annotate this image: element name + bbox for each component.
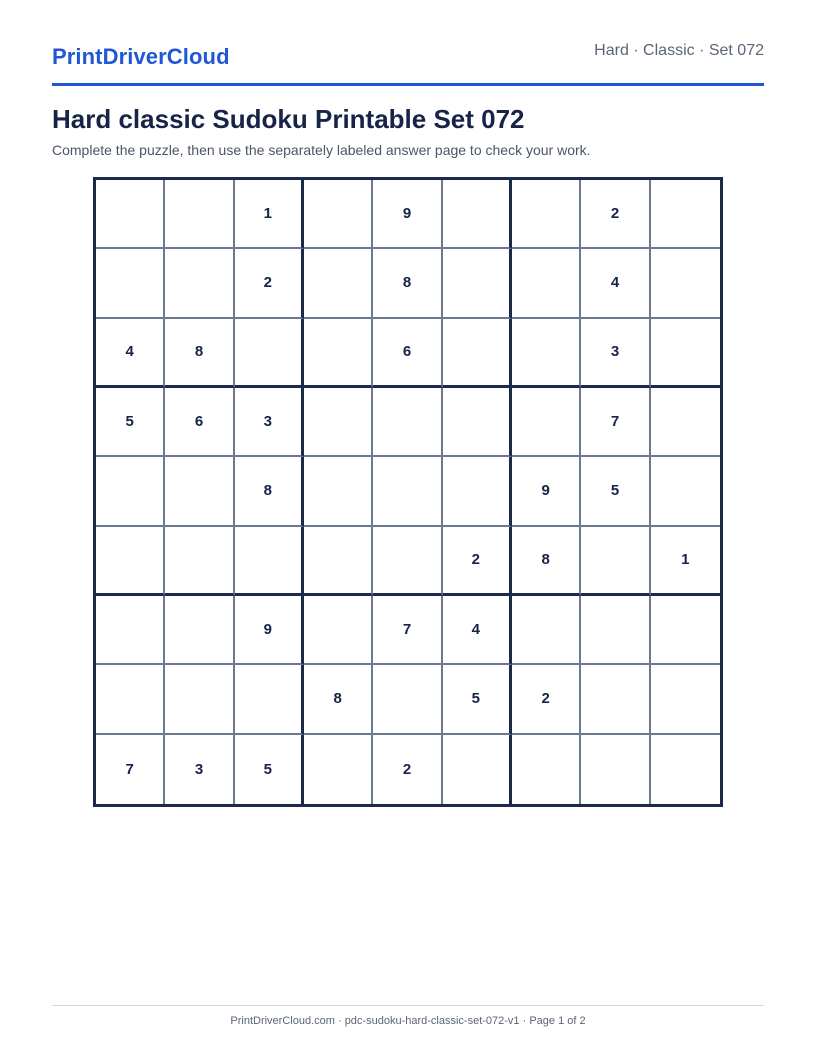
sudoku-cell-r9c5[interactable]: 2 xyxy=(373,735,442,804)
sudoku-cell-r6c2[interactable] xyxy=(165,527,234,596)
sudoku-cell-r8c8[interactable] xyxy=(581,665,650,734)
sudoku-cell-r9c4[interactable] xyxy=(304,735,373,804)
sudoku-cell-r7c7[interactable] xyxy=(512,596,581,665)
sudoku-cell-r1c2[interactable] xyxy=(165,180,234,249)
page-title: Hard classic Sudoku Printable Set 072 xyxy=(52,104,525,134)
sudoku-cell-r4c6[interactable] xyxy=(443,388,512,457)
sudoku-cell-r7c4[interactable] xyxy=(304,596,373,665)
sudoku-cell-r7c1[interactable] xyxy=(96,596,165,665)
sudoku-cell-r5c1[interactable] xyxy=(96,457,165,526)
sudoku-cell-r9c2[interactable]: 3 xyxy=(165,735,234,804)
sudoku-cell-r5c7[interactable]: 9 xyxy=(512,457,581,526)
sudoku-cell-r3c3[interactable] xyxy=(235,319,304,388)
sudoku-cell-r6c4[interactable] xyxy=(304,527,373,596)
sudoku-cell-r4c7[interactable] xyxy=(512,388,581,457)
sudoku-cell-r4c1[interactable]: 5 xyxy=(96,388,165,457)
sudoku-cell-r7c8[interactable] xyxy=(581,596,650,665)
sudoku-cell-r3c7[interactable] xyxy=(512,319,581,388)
sudoku-cell-r4c4[interactable] xyxy=(304,388,373,457)
sudoku-cell-r1c9[interactable] xyxy=(651,180,720,249)
sudoku-cell-r5c4[interactable] xyxy=(304,457,373,526)
sudoku-cell-r1c8[interactable]: 2 xyxy=(581,180,650,249)
sudoku-cell-r2c5[interactable]: 8 xyxy=(373,249,442,318)
sudoku-cell-r2c4[interactable] xyxy=(304,249,373,318)
page-header xyxy=(52,0,764,86)
sudoku-cell-r4c9[interactable] xyxy=(651,388,720,457)
puzzle-meta: Hard · Classic · Set 072 xyxy=(594,42,764,59)
sudoku-cell-r3c6[interactable] xyxy=(443,319,512,388)
sudoku-cell-r9c6[interactable] xyxy=(443,735,512,804)
page-subtitle: Complete the puzzle, then use the separately labeled answer page to check your work. xyxy=(52,142,591,158)
brand-logo[interactable]: PrintDriverCloud xyxy=(52,44,230,69)
sudoku-cell-r8c1[interactable] xyxy=(96,665,165,734)
sudoku-cell-r6c3[interactable] xyxy=(235,527,304,596)
sudoku-cell-r9c9[interactable] xyxy=(651,735,720,804)
sudoku-cell-r6c9[interactable]: 1 xyxy=(651,527,720,596)
sudoku-cell-r7c2[interactable] xyxy=(165,596,234,665)
sudoku-cell-r5c9[interactable] xyxy=(651,457,720,526)
sudoku-cell-r8c3[interactable] xyxy=(235,665,304,734)
sudoku-cell-r3c4[interactable] xyxy=(304,319,373,388)
sudoku-cell-r1c7[interactable] xyxy=(512,180,581,249)
sudoku-cell-r4c8[interactable]: 7 xyxy=(581,388,650,457)
sudoku-cell-r3c9[interactable] xyxy=(651,319,720,388)
sudoku-cell-r5c2[interactable] xyxy=(165,457,234,526)
page-footer: PrintDriverCloud.com · pdc-sudoku-hard-classic-set-072-v1 · Page 1 of 2 xyxy=(52,1005,764,1027)
sudoku-cell-r7c3[interactable]: 9 xyxy=(235,596,304,665)
sudoku-cell-r6c7[interactable]: 8 xyxy=(512,527,581,596)
sudoku-cell-r9c8[interactable] xyxy=(581,735,650,804)
sudoku-cell-r7c5[interactable]: 7 xyxy=(373,596,442,665)
sudoku-cell-r5c8[interactable]: 5 xyxy=(581,457,650,526)
sudoku-cell-r2c7[interactable] xyxy=(512,249,581,318)
sudoku-cell-r1c6[interactable] xyxy=(443,180,512,249)
sudoku-cell-r8c5[interactable] xyxy=(373,665,442,734)
sudoku-cell-r2c9[interactable] xyxy=(651,249,720,318)
sudoku-cell-r1c5[interactable]: 9 xyxy=(373,180,442,249)
sudoku-cell-r3c1[interactable]: 4 xyxy=(96,319,165,388)
sudoku-cell-r5c6[interactable] xyxy=(443,457,512,526)
sudoku-cell-r8c9[interactable] xyxy=(651,665,720,734)
sudoku-cell-r5c3[interactable]: 8 xyxy=(235,457,304,526)
sudoku-cell-r9c1[interactable]: 7 xyxy=(96,735,165,804)
sudoku-grid xyxy=(93,177,723,807)
sudoku-cell-r2c1[interactable] xyxy=(96,249,165,318)
sudoku-cell-r9c7[interactable] xyxy=(512,735,581,804)
sudoku-cell-r8c2[interactable] xyxy=(165,665,234,734)
sudoku-cell-r8c7[interactable]: 2 xyxy=(512,665,581,734)
sudoku-cell-r4c3[interactable]: 3 xyxy=(235,388,304,457)
sudoku-cell-r2c2[interactable] xyxy=(165,249,234,318)
sudoku-cell-r2c3[interactable]: 2 xyxy=(235,249,304,318)
sudoku-cell-r8c4[interactable]: 8 xyxy=(304,665,373,734)
sudoku-cell-r1c1[interactable] xyxy=(96,180,165,249)
sudoku-cell-r5c5[interactable] xyxy=(373,457,442,526)
sudoku-cell-r6c5[interactable] xyxy=(373,527,442,596)
sudoku-cell-r6c8[interactable] xyxy=(581,527,650,596)
sudoku-cell-r1c4[interactable] xyxy=(304,180,373,249)
sudoku-cell-r6c1[interactable] xyxy=(96,527,165,596)
sudoku-cell-r7c6[interactable]: 4 xyxy=(443,596,512,665)
sudoku-cell-r1c3[interactable]: 1 xyxy=(235,180,304,249)
sudoku-cell-r7c9[interactable] xyxy=(651,596,720,665)
sudoku-cell-r8c6[interactable]: 5 xyxy=(443,665,512,734)
sudoku-cell-r3c8[interactable]: 3 xyxy=(581,319,650,388)
sudoku-cell-r3c5[interactable]: 6 xyxy=(373,319,442,388)
sudoku-cell-r2c8[interactable]: 4 xyxy=(581,249,650,318)
sudoku-cell-r4c5[interactable] xyxy=(373,388,442,457)
sudoku-cell-r4c2[interactable]: 6 xyxy=(165,388,234,457)
sudoku-cell-r6c6[interactable]: 2 xyxy=(443,527,512,596)
sudoku-cell-r2c6[interactable] xyxy=(443,249,512,318)
sudoku-cell-r9c3[interactable]: 5 xyxy=(235,735,304,804)
sudoku-cell-r3c2[interactable]: 8 xyxy=(165,319,234,388)
